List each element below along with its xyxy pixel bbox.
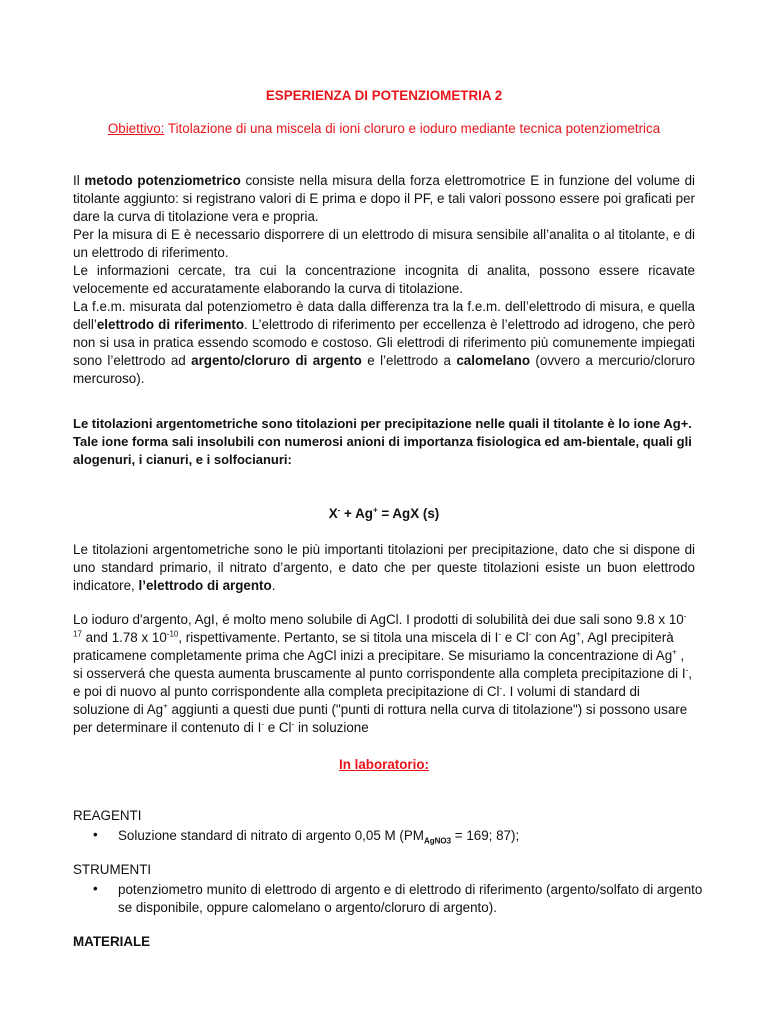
- superscript: -: [499, 683, 503, 693]
- text-run: e l’elettrodo a: [361, 353, 457, 368]
- reagents-heading: REAGENTI: [73, 808, 142, 823]
- text-run: e Cl: [264, 720, 292, 735]
- bold-term: calomelano: [456, 353, 531, 368]
- superscript: -: [291, 719, 295, 729]
- intro-paragraph: [73, 172, 695, 388]
- text-run: Per la misura di E è necessario disporrere di un elettrodo di misura sensibile all’analita o al titolante, e di un elettrodo di riferimento.: [73, 227, 695, 260]
- page-title: ESPERIENZA DI POTENZIOMETRIA 2: [265, 88, 503, 103]
- superscript: -: [498, 629, 502, 639]
- superscript: -: [685, 665, 689, 675]
- instrument-item: potenziometro munito di elettrodo di argento e di elettrodo di riferimento (argento/solfato di argento se disponibile, oppure calomelano o argento/cloruro di argento).: [118, 882, 703, 915]
- text-run: Le titolazioni argentometriche sono le più importanti titolazioni per precipitazione, dato che si dispone di uno standard primario, il nitrato d’argento, e dato che per queste titolazioni esiste un buon elettrodo indicatore,: [73, 542, 695, 593]
- superscript: +: [163, 701, 168, 711]
- text-run: X: [328, 506, 338, 521]
- superscript: +: [672, 647, 677, 657]
- text-run: .: [271, 578, 276, 593]
- text-run: Lo ioduro d'argento, AgI, é molto meno solubile di AgCl. I prodotti di solubilità dei due sali sono 9.8 x 10: [73, 612, 684, 627]
- text-run: , AgI precipiterà praticamene completamente prima che AgCl inizi a precipitare. Se misuriamo la concentrazione di Ag: [73, 630, 674, 663]
- superscript: -: [337, 505, 341, 515]
- text-run: con Ag: [531, 630, 576, 645]
- bold-term: argento/cloruro di argento: [191, 353, 362, 368]
- superscript: -10: [166, 629, 179, 639]
- bullet-marker: •: [93, 827, 98, 842]
- text-run: Il: [73, 173, 85, 188]
- text-run: . L’elettrodo di riferimento per eccellenza è l’elettrodo ad idrogeno, che però non si usa in pratica essendo scomodo e costoso. Gli elettrodi di riferimento più comunemente impiegati sono l’elettrodo ad: [73, 317, 695, 368]
- text-run: + Ag: [340, 506, 373, 521]
- objective-line: [0, 121, 768, 136]
- reagent-item: [118, 827, 703, 845]
- text-run: Soluzione standard di nitrato di argento 0,05 M (PM: [118, 828, 424, 843]
- text-run: , rispettivamente. Pertanto, se si titola una miscela di I: [178, 630, 499, 645]
- iodide-paragraph: [73, 611, 695, 737]
- text-run: Le informazioni cercate, tra cui la concentrazione incognita di analita, possono essere ricavate velocemente ed accuratamente elaborando la curva di titolazione.: [73, 263, 695, 296]
- materials-heading: MATERIALE: [73, 934, 151, 949]
- text-run: in soluzione: [294, 720, 369, 735]
- reaction-equation: [0, 506, 768, 521]
- superscript: +: [372, 505, 378, 515]
- text-run: (ovvero a mercurio/cloruro mercuroso).: [73, 353, 696, 386]
- bold-term: elettrodo di riferimento: [96, 317, 245, 332]
- objective-text: Titolazione di una miscela di ioni cloruro e ioduro mediante tecnica potenziometrica: [164, 121, 661, 136]
- objective-label: Obiettivo:: [107, 121, 165, 136]
- instruments-heading: STRUMENTI: [73, 862, 152, 877]
- argentometry-importance-paragraph: [73, 541, 695, 595]
- lab-heading: In laboratorio:: [338, 757, 429, 772]
- bullet-marker: •: [93, 881, 98, 896]
- text-run: and 1.78 x 10: [81, 630, 167, 645]
- text-run: , e poi di nuovo al punto corrispondente alla completa precipitazione di Cl: [73, 666, 693, 699]
- argentometry-paragraph: [73, 415, 699, 469]
- bold-term: l’elettrodo di argento: [138, 578, 272, 593]
- text-run: e Cl: [501, 630, 529, 645]
- superscript: -: [528, 629, 532, 639]
- superscript: -17: [73, 611, 687, 639]
- bold-term: metodo potenziometrico: [84, 173, 241, 188]
- text-run: = 169; 87);: [451, 828, 520, 843]
- text-run: aggiunti a questi due punti ("punti di rottura nella curva di titolazione") si possono usare per determinare il contenuto di I: [73, 702, 688, 735]
- text-run: , si osserverá che questa aumenta bruscamente al punto corrispondente alla completa precipitazione di I: [73, 648, 686, 681]
- text-run: . I volumi di standard di soluzione di Ag: [73, 684, 640, 717]
- superscript: +: [575, 629, 581, 639]
- text-run: = AgX (s): [377, 506, 440, 521]
- text-run: consiste nella misura della forza elettromotrice E in funzione del volume di titolante aggiunto: si registrano valori di E prima e dopo il PF, e tali valori possono essere poi graficati per dare la curva di titolazione vera e propria.: [73, 173, 696, 224]
- subscript: AgNO3: [423, 836, 452, 846]
- superscript: -: [261, 719, 264, 729]
- argentometry-text: Le titolazioni argentometriche sono titolazioni per precipitazione nelle quali il titolante è lo ione Ag+. Tale ione forma sali insolubili con numerosi anioni di importanza fisiologica ed am-bientale, quali gli alogenuri, i cianuri, e i solfocianuri:: [73, 416, 692, 467]
- text-run: La f.e.m. misurata dal potenziometro è data dalla differenza tra la f.e.m. dell’elettrodo di misura, e quella dell’: [73, 299, 695, 332]
